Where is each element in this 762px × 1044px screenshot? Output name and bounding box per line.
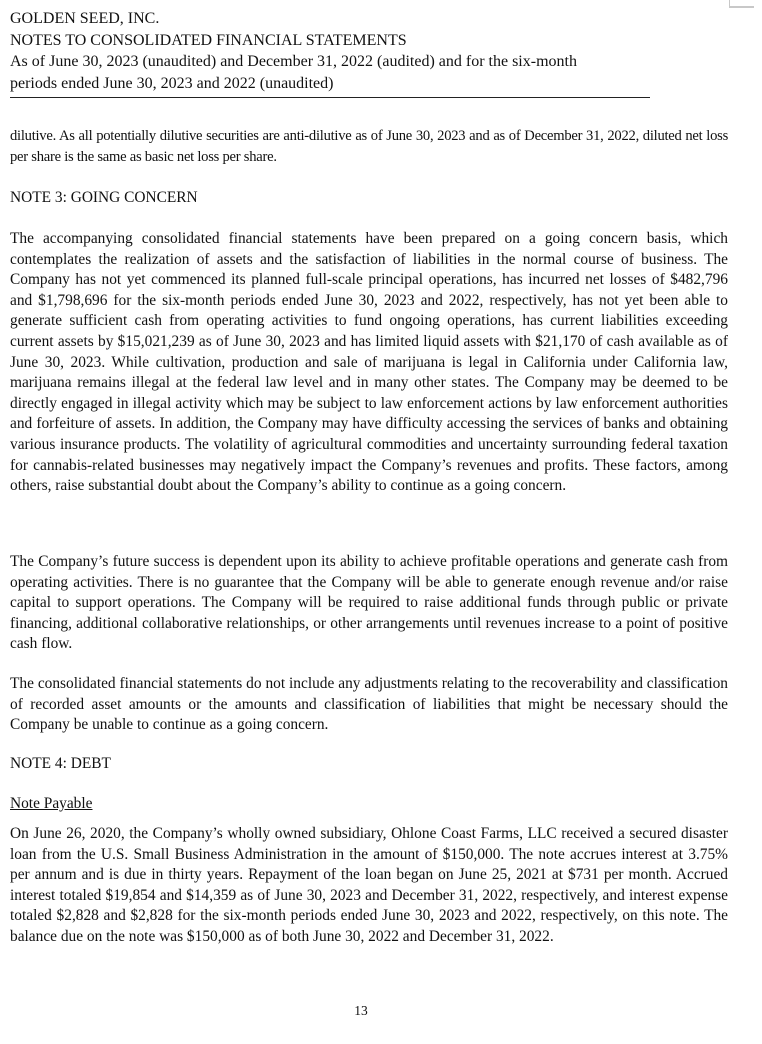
window-corner-edge — [729, 0, 754, 8]
note-3-heading: NOTE 3: GOING CONCERN — [10, 189, 198, 206]
period-line-1: As of June 30, 2023 (unaudited) and December 31, 2022 (audited) and for the six-month — [10, 53, 577, 70]
note-3-paragraph-2: The Company’s future success is dependent upon its ability to achieve profitable operations and generate cash from operating activities. There is no guarantee that the Company will be able to generate enough revenue and/or raise capital to support operations. The Company will be required to raise additional funds through public or private financing, additional collaborative relationships, or other arrangements until revenues increase to a point of positive cash flow. — [10, 553, 728, 653]
note-4-paragraph-1: On June 26, 2020, the Company’s wholly owned subsidiary, Ohlone Coast Farms, LLC received a secured disaster loan from the U.S. Small Business Administration in the amount of $150,000. The note accrues interest at 3.75% per annum and is due in thirty years. Repayment of the loan began on June 25, 2021 at $731 per month. Accrued interest totaled $19,854 and $14,359 as of June 30, 2023 and December 31, 2022, respectively, and interest expense totaled $2,828 and $2,828 for the six-month periods ended June 30, 2023 and 2022, respectively, on this note. The balance due on the note was $150,000 as of both June 30, 2022 and December 31, 2022. — [10, 825, 728, 945]
company-name: GOLDEN SEED, INC. — [10, 10, 160, 27]
period-line-2: periods ended June 30, 2023 and 2022 (unaudited) — [10, 74, 334, 92]
continuation-paragraph: dilutive. As all potentially dilutive securities are anti-dilutive as of June 30, 2023 and as of December 31, 2022, diluted net loss per share is the same as basic net loss per share. — [10, 128, 728, 165]
note-3-paragraph-3: The consolidated financial statements do not include any adjustments relating to the recoverability and classification of recorded asset amounts or the amounts and classification of liabilities that might be necessary should the Company be unable to continue as a going concern. — [10, 675, 728, 734]
note-payable-subheading: Note Payable — [10, 795, 93, 812]
note-3-paragraph-1: The accompanying consolidated financial statements have been prepared on a going concern basis, which contemplates the realization of assets and the satisfaction of liabilities in the normal course of business. The Company has not yet commenced its planned full-scale principal operations, has incurred net losses of $482,796 and $1,798,696 for the six-month periods ended June 30, 2023 and 2022, respectively, has not yet been able to generate sufficient cash from operating activities to fund ongoing operations, has current liabilities exceeding current assets by $15,021,239 as of June 30, 2023 and has limited liquid assets with $21,170 of cash available as of June 30, 2023. While cultivation, production and sale of marijuana is legal in California under California law, marijuana remains illegal at the federal law level and in many other states. The Company may be deemed to be directly engaged in illegal activity which may be subject to law enforcement actions by law enforcement authorities and forfeiture of assets. In addition, the Company may have difficulty accessing the services of banks and obtaining various insurance products. The volatility of agricultural commodities and uncertainty surrounding federal taxation for cannabis-related businesses may negatively impact the Company’s revenues and profits. These factors, among others, raise substantial doubt about the Company’s ability to continue as a going concern. — [10, 230, 728, 495]
page-number: 13 — [354, 1003, 368, 1018]
header-divider — [10, 97, 650, 98]
document-title: NOTES TO CONSOLIDATED FINANCIAL STATEMENTS — [10, 31, 407, 49]
document-header — [10, 8, 650, 94]
note-4-heading: NOTE 4: DEBT — [10, 755, 111, 772]
